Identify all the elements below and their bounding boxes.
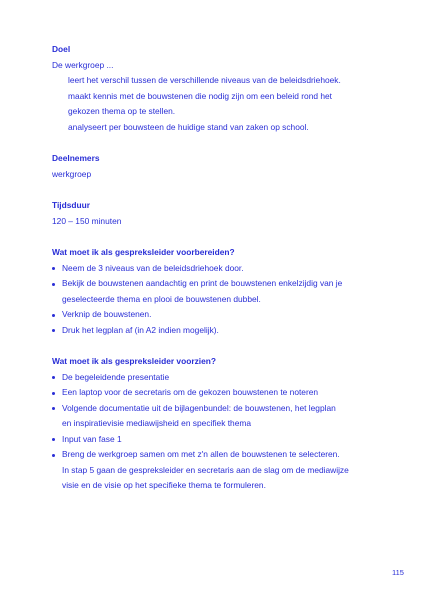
list-item: Verknip de bouwstenen. bbox=[52, 307, 382, 323]
voorzien-list bbox=[52, 370, 382, 417]
list-item-continuation: In stap 5 gaan de gespreksleider en secretaris aan de slag om de mediawijze bbox=[62, 464, 349, 475]
heading-deelnemers: Deelnemers bbox=[52, 153, 100, 163]
list-item: Druk het legplan af (in A2 indien mogelijk). bbox=[52, 323, 382, 339]
doel-line: leert het verschil tussen de verschillende niveaus van de beleidsdriehoek. bbox=[68, 75, 341, 85]
list-item-continuation: en inspiratievisie mediawijsheid en specifiek thema bbox=[62, 418, 251, 428]
doel-line: analyseert per bouwsteen de huidige stand van zaken op school. bbox=[68, 121, 309, 132]
list-item: De begeleidende presentatie bbox=[52, 370, 382, 386]
doel-intro: De werkgroep ... bbox=[52, 59, 114, 70]
section-voorbereiden bbox=[52, 245, 382, 338]
section-tijdsduur bbox=[52, 198, 382, 229]
heading-voorbereiden: Wat moet ik als gespreksleider voorbereiden? bbox=[52, 247, 235, 257]
voorbereiden-list-cont bbox=[52, 307, 382, 338]
doel-line: maakt kennis met de bouwstenen die nodig zijn om een beleid rond het bbox=[68, 90, 332, 101]
list-item: Breng de werkgroep samen om met z'n allen de bouwstenen te selecteren. bbox=[52, 447, 382, 463]
heading-voorzien: Wat moet ik als gespreksleider voorzien? bbox=[52, 356, 216, 366]
voorzien-list-cont bbox=[52, 432, 382, 463]
voorbereiden-list bbox=[52, 261, 382, 292]
doel-line: gekozen thema op te stellen. bbox=[68, 106, 176, 116]
section-deelnemers bbox=[52, 151, 382, 182]
list-item-continuation: geselecteerde thema en plooi de bouwstenen dubbel. bbox=[62, 293, 261, 304]
deelnemers-value: werkgroep bbox=[52, 168, 92, 179]
list-item: Bekijk de bouwstenen aandachtig en print de bouwstenen enkelzijdig van je bbox=[52, 276, 382, 292]
list-item-continuation: visie en de visie op het specifieke thema te formuleren. bbox=[62, 480, 266, 490]
list-item: Een laptop voor de secretaris om de gekozen bouwstenen te noteren bbox=[52, 385, 382, 401]
section-doel bbox=[52, 42, 382, 135]
heading-tijdsduur: Tijdsduur bbox=[52, 200, 90, 210]
tijdsduur-value: 120 – 150 minuten bbox=[52, 215, 122, 226]
list-item: Volgende documentatie uit de bijlagenbundel: de bouwstenen, het legplan bbox=[52, 401, 382, 417]
heading-doel: Doel bbox=[52, 44, 71, 54]
page-number: 115 bbox=[392, 568, 404, 577]
list-item: Neem de 3 niveaus van de beleidsdriehoek door. bbox=[52, 261, 382, 277]
list-item: Input van fase 1 bbox=[52, 432, 382, 448]
page-content bbox=[52, 42, 382, 510]
section-voorzien bbox=[52, 354, 382, 494]
